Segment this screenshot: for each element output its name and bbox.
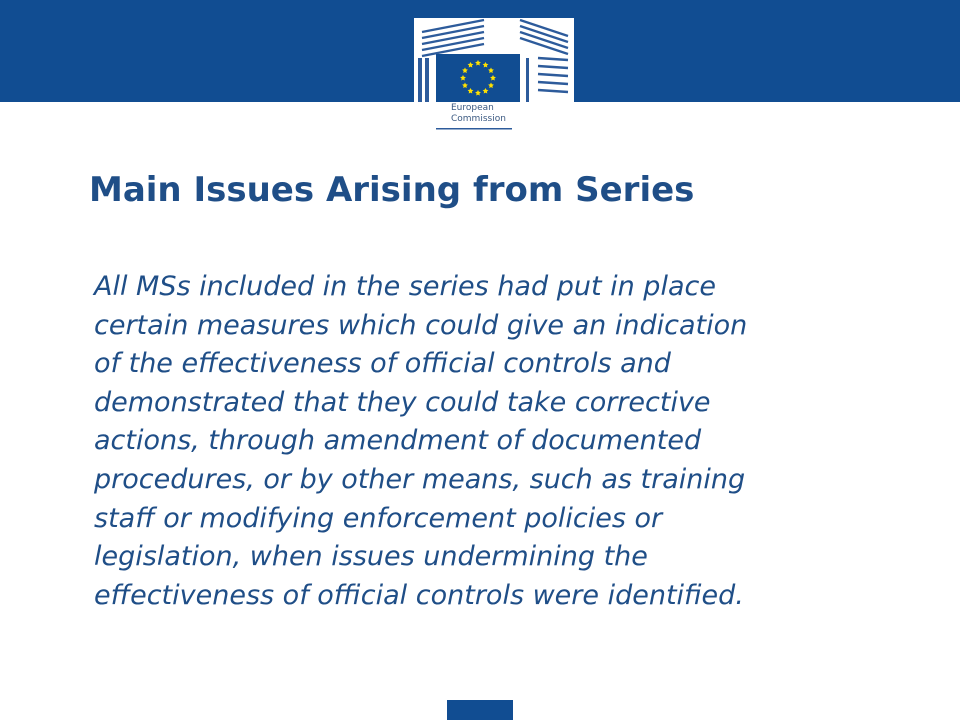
footer-flag-tab (447, 700, 513, 720)
body-line: demonstrated that they could take corrective (94, 386, 711, 418)
body-line: staff or modifying enforcement policies or (94, 502, 663, 534)
body-line: legislation, when issues undermining the (94, 541, 648, 573)
body-line: actions, through amendment of documented (94, 425, 702, 457)
body-line: All MSs included in the series had put in place (94, 271, 716, 302)
body-line: effectiveness of official controls were identified. (94, 579, 744, 611)
logo-text-commission: Commission (451, 114, 506, 124)
body-line: of the effectiveness of official controls and (94, 348, 671, 380)
body-line: certain measures which could give an indication (94, 309, 748, 341)
slide-title: Main Issues Arising from Series (89, 170, 695, 210)
slide-body (94, 268, 894, 615)
body-line: procedures, or by other means, such as training (94, 463, 746, 495)
logo-text-european: European (451, 103, 494, 113)
logo-wordmark (451, 103, 506, 125)
